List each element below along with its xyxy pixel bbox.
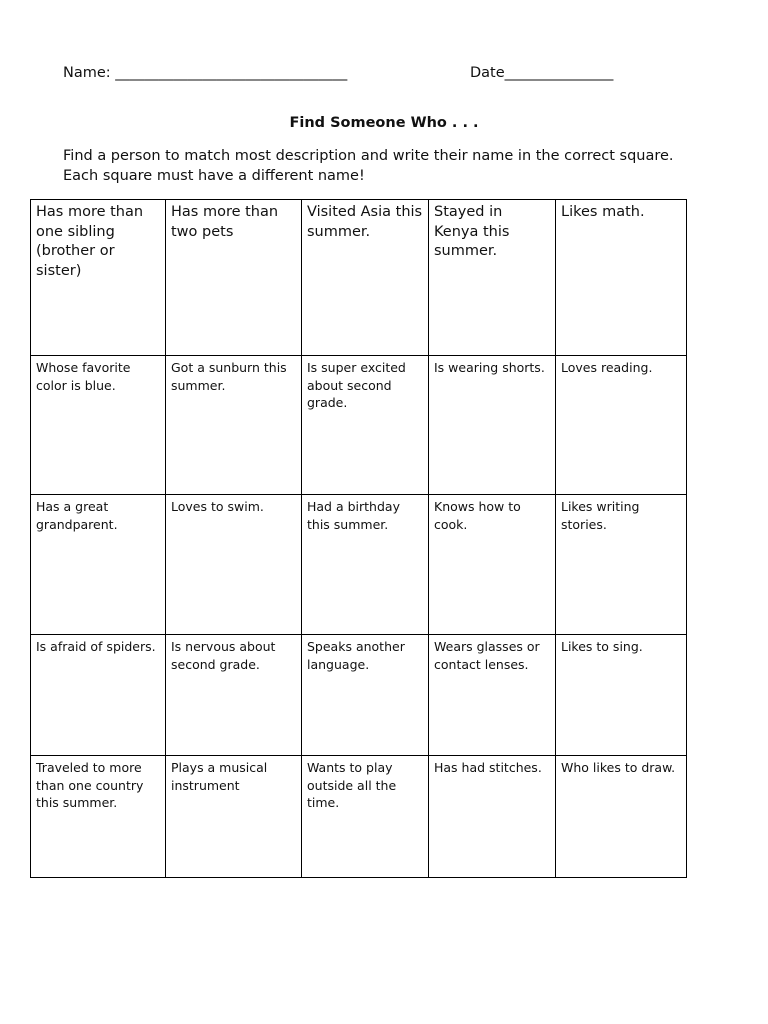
grid-cell[interactable]: Wears glasses or contact lenses. (429, 635, 556, 756)
grid-cell[interactable]: Has had stitches. (429, 756, 556, 878)
grid-cell[interactable]: Loves to swim. (166, 495, 302, 635)
grid-cell[interactable]: Likes writing stories. (556, 495, 687, 635)
instruction-line: Each square must have a different name! (63, 168, 365, 184)
grid-cell[interactable]: Likes to sing. (556, 635, 687, 756)
instructions (63, 146, 674, 186)
grid-row (31, 356, 687, 495)
grid-cell[interactable]: Who likes to draw. (556, 756, 687, 878)
grid-cell[interactable]: Likes math. (556, 200, 687, 356)
grid-cell[interactable]: Traveled to more than one country this summer. (31, 756, 166, 878)
grid-cell[interactable]: Is wearing shorts. (429, 356, 556, 495)
name-field[interactable]: Name: ________________________________ (63, 65, 348, 81)
grid-cell[interactable]: Knows how to cook. (429, 495, 556, 635)
page-title: Find Someone Who . . . (289, 115, 479, 131)
grid-cell[interactable]: Has more than one sibling (brother or sister) (31, 200, 166, 356)
grid-cell[interactable]: Visited Asia this summer. (302, 200, 429, 356)
grid-row (31, 635, 687, 756)
grid-cell[interactable]: Is super excited about second grade. (302, 356, 429, 495)
instruction-line: Find a person to match most description and write their name in the correct square. (63, 148, 674, 164)
grid-row (31, 200, 687, 356)
grid-row (31, 756, 687, 878)
bingo-grid (30, 199, 687, 878)
grid-cell[interactable]: Speaks another language. (302, 635, 429, 756)
grid-cell[interactable]: Whose favorite color is blue. (31, 356, 166, 495)
grid-cell[interactable]: Loves reading. (556, 356, 687, 495)
grid-cell[interactable]: Plays a musical instrument (166, 756, 302, 878)
grid-cell[interactable]: Has more than two pets (166, 200, 302, 356)
grid-cell[interactable]: Had a birthday this summer. (302, 495, 429, 635)
grid-cell[interactable]: Is afraid of spiders. (31, 635, 166, 756)
grid-cell[interactable]: Got a sunburn this summer. (166, 356, 302, 495)
grid-cell[interactable]: Has a great grandparent. (31, 495, 166, 635)
grid-cell[interactable]: Wants to play outside all the time. (302, 756, 429, 878)
grid-row (31, 495, 687, 635)
date-field[interactable]: Date_______________ (470, 65, 614, 81)
grid-cell[interactable]: Stayed in Kenya this summer. (429, 200, 556, 356)
grid-cell[interactable]: Is nervous about second grade. (166, 635, 302, 756)
